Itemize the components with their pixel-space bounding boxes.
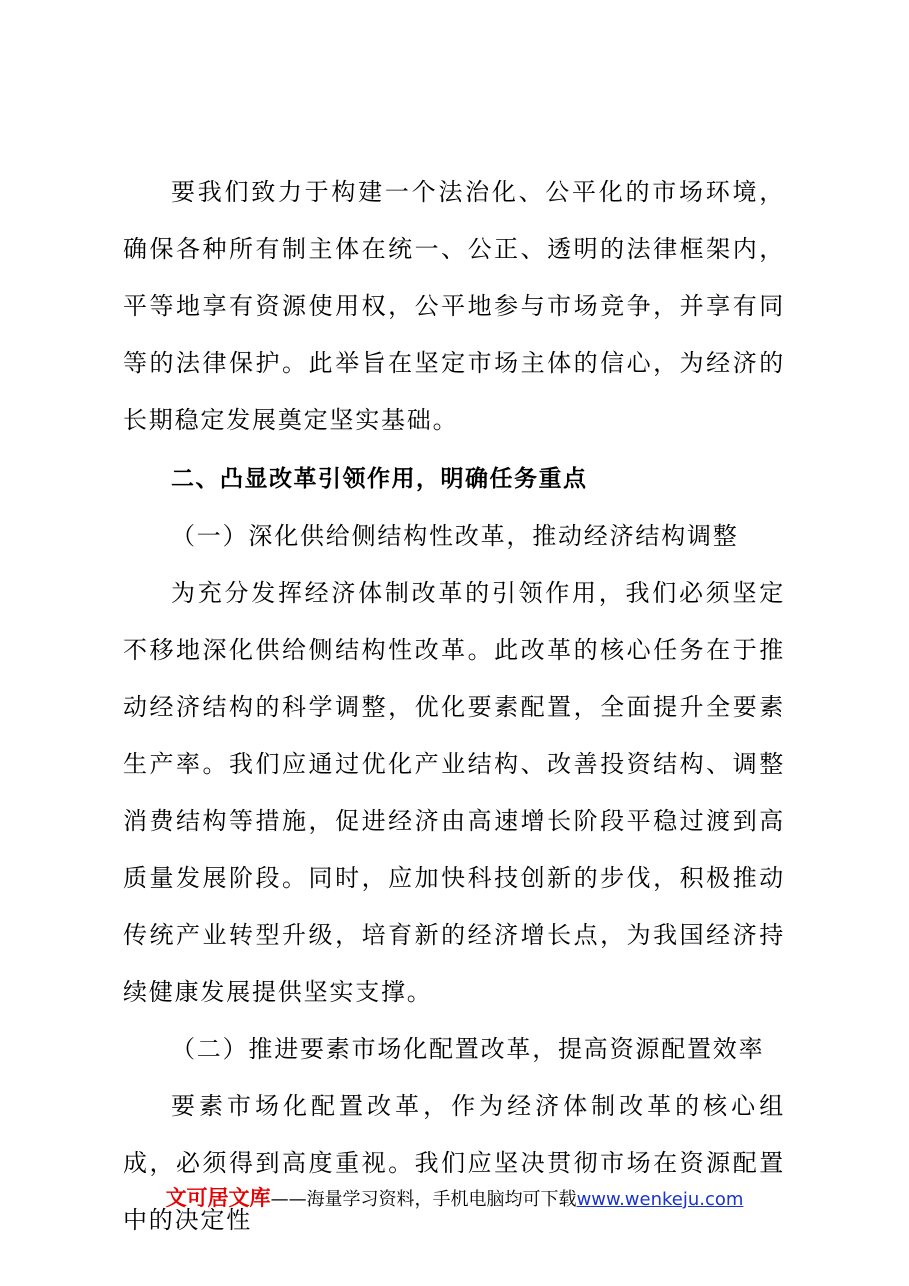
- footer-brand: 文可居文库: [165, 1186, 271, 1210]
- page-footer: [0, 1182, 909, 1212]
- section-heading-2: 二、凸显改革引领作用，明确任务重点: [171, 466, 588, 492]
- document-body: [123, 164, 785, 1249]
- paragraph-factor-market-reform: 要素市场化配置改革，作为经济体制改革的核心组成，必须得到高度重视。我们应坚决贯彻市场在资源配置中的决定性: [123, 1092, 785, 1234]
- paragraph-market-environment: 要我们致力于构建一个法治化、公平化的市场环境，确保各种所有制主体在统一、公正、透明的法律框架内，平等地享有资源使用权，公平地参与市场竞争，并享有同等的法律保护。此举旨在坚定市场主体的信心，为经济的长期稳定发展奠定坚实基础。: [123, 178, 785, 434]
- paragraph-supply-side-reform: 为充分发挥经济体制改革的引领作用，我们必须坚定不移地深化供给侧结构性改革。此改革的核心任务在于推动经济结构的科学调整，优化要素配置，全面提升全要素生产率。我们应通过优化产业结构、改善投资结构、调整消费结构等措施，促进经济由高速增长阶段平稳过渡到高质量发展阶段。同时，应加快科技创新的步伐，积极推动传统产业转型升级，培育新的经济增长点，为我国经济持续健康发展提供坚实支撑。: [123, 579, 785, 1006]
- footer-website-link[interactable]: www.wenkeju.com: [576, 1189, 744, 1210]
- subsection-heading-2: （二）推进要素市场化配置改革，提高资源配置效率: [171, 1035, 765, 1063]
- footer-tagline: ——海量学习资料，手机电脑均可下载: [270, 1189, 577, 1210]
- subsection-heading-1: （一）深化供给侧结构性改革，推动经济结构调整: [171, 522, 739, 550]
